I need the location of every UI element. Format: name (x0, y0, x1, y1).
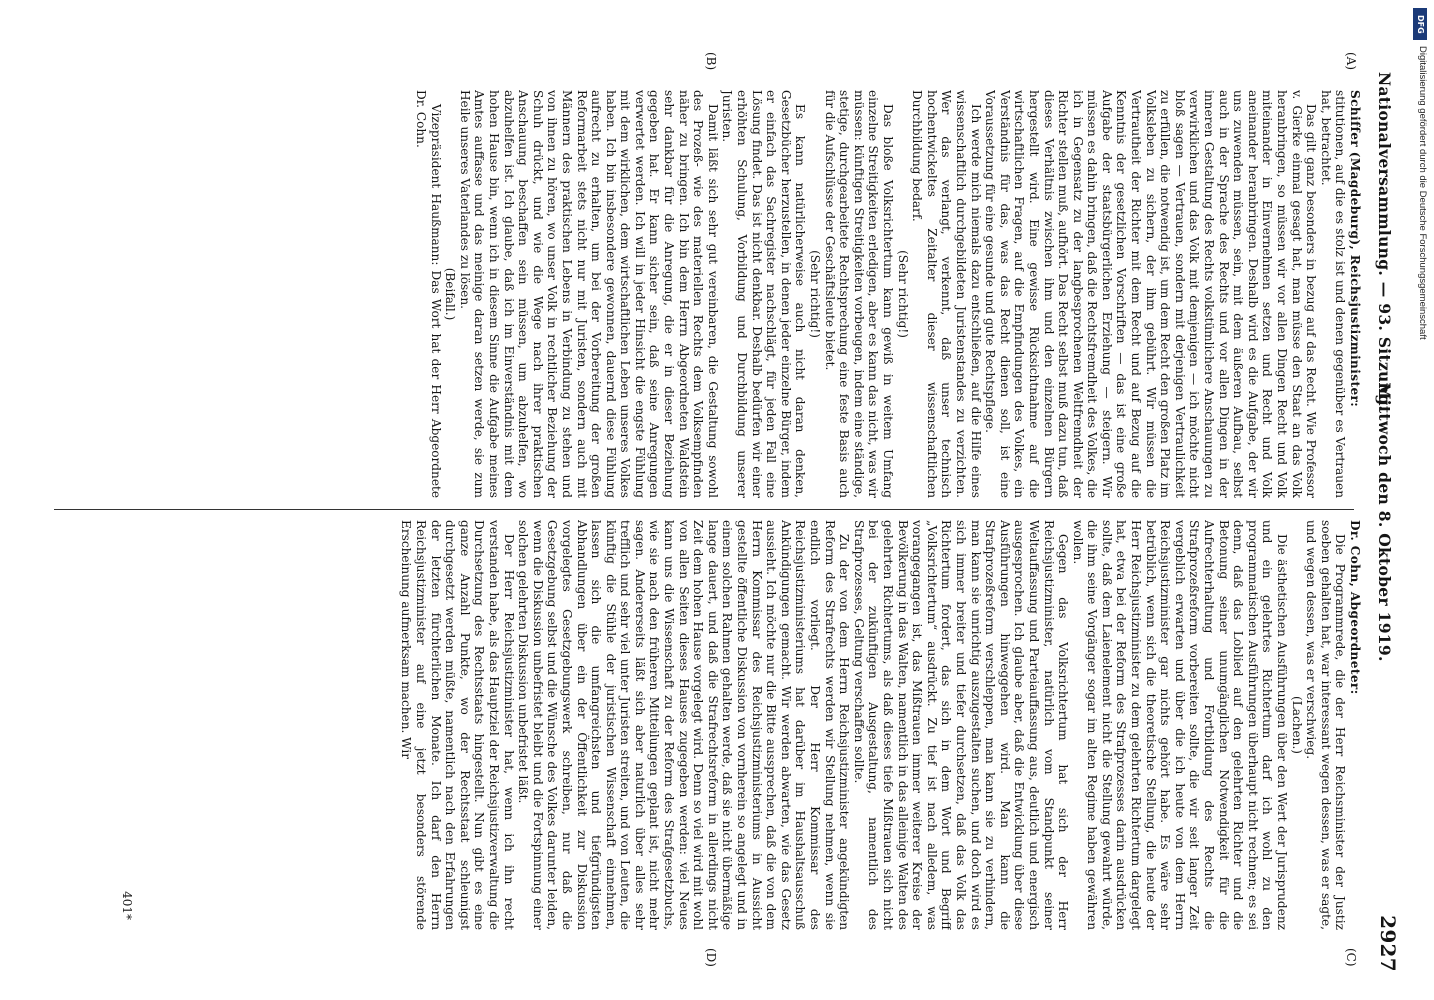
paragraph: Das gilt ganz besonders in bezug auf das Recht. Wie Professor v. Gierke einmal gesagt hat, man müsse den Staat an das Volk heranbringen, so müssen wir vor allen Dingen Recht und Volk miteinander in Einvernehmen setzen und Recht und Volk aneinander heranbringen. Deshalb wird es die Aufgabe, der wir uns zuwenden müssen, sein, mit dem äußeren Aufbau, selbst auch in der Sprache des Rechts und vor allen Dingen in der inneren Gestaltung des Rechts volkstümlichere Anschauungen zu verwirklichen und das Volk mit demjenigen — ich möchte nicht bloß sagen — Vertrauen, sondern mit derjenigen Vertraulichkeit zu erfüllen, die notwendig ist, um dem Recht den großen Platz im Volksleben zu sichern, der ihm gebührt. Wir müssen die Vertrautheit der Richter mit dem Recht und auf Bezug auf die Kenntnis der gesetzlichen Vorschriften — das ist eine große Aufgabe der staatsbürgerlichen Erziehung — steigern. Wir müssen es dahin bringen, daß die Rechtsfremdheit des Volkes, die ich in Gegensatz zu der langbesprochenen Weltfremdheit der Richter stellen muß, aufhört. Das Recht selbst muß dazu tun, daß dieses Verhältnis zwischen ihm und den einzelnen Bürgern hergestellt wird. Eine gewisse Rücksichtnahme auf die wirtschaftlichen Fragen, auf die Empfindungen des Volkes, ein Verständnis für das, was das Recht dienen soll, ist eine Voraussetzung für eine gesunde und gute Rechtspflege. (983, 90, 1319, 498)
interjection: (Sehr richtig!) (808, 250, 823, 338)
margin-mark-c: (C) (1344, 948, 1358, 967)
running-header (1370, 72, 1400, 972)
speaker-line: Schiffer (Magdeburg), Reichsjustizminister: (1348, 90, 1362, 408)
paragraph: Die ästhetischen Ausführungen über den Wert der Jurisprudenz und ein gelehrtes Richtertum darf ich wohl zu den programmatischen Ausführungen überhaupt nicht rechnen; es sei denn, daß das Loblied auf den gelehrten Richter und die Betonung seiner unumgänglichen Notwendigkeit für die Aufrechterhaltung und Fortbildung des Rechts die Strafprozeßreform vorbereiten sollte, die wir seit langer Zeit vergeblich erwarten und über die ich heute von dem Herrn Reichsjustizminister gar nichts gehört habe. Es wäre sehr betrüblich, wenn sich die theoretische Stellung, die heute der Herr Reichsjustizminister zu dem gelehrten Richtertum dargelegt hat, etwa bei der Reform des Strafprozesses darin ausdrücken sollte, daß dem Laienelement nicht die Stellung gewahrt würde, die ihm seine Vorgänger sogar im alten Regime haben gewähren wollen. (1070, 520, 1290, 930)
paragraph: Ich werde mich niemals dazu entschließen, auf die Hilfe eines wissenschaftlich durchgebildeten Juristenstandes zu verzichten. Wer das verlangt, verkennt, daß unser technisch hochentwickeltes Zeitalter dieser wissenschaftlichen Durchbildung bedarf. (910, 90, 983, 498)
speaker-line: Dr. Cohn, Abgeordneter: (1348, 520, 1362, 695)
paragraph: Zu der von dem Herrn Reichsjustizminister angekündigten Reform des Strafrechts werden wir Stellung nehmen, wenn sie endlich vorliegt. Der Herr Kommissar des Reichsjustizministeriums hat darüber im Haushaltsausschuß Ankündigungen gemacht. Wir werden abwarten, wie das Gesetz aussieht. Ich möchte nur die Bitte aussprechen, daß die von dem Herrn Kommissar des Reichsjustizministeriums in Aussicht gestellte öffentliche Diskussion von vornherein so angelegt und in einem solchen Rahmen gehalten werde, daß sie nicht übermäßige lange dauert, und daß die Strafrechtsreform in allerdings nicht Zeit dem hohen Hause vorgelegt wird. Denn so viel wird mit wohl von allen Seiten dieses Hauses zugegeben werden: viel Neues kann uns die Wissenschaft zu der Reform des Strafgesetzbuchs, wie sie nach den früheren Mitteilungen geplant ist, nicht mehr sagen. Andererseits läßt sich aber naturlich über alles sehr trefflich und sehr viel unter Juristen streiten, und von Leuten, die künftig die Stühle der juristischen Wissenschaft einnehmen, lassen sich die umfangreichsten und tiefgründigsten Abhandlungen über ein der Öffentlichkeit zur Diskussion vorgelegtes Gesetzgebungswerk schreiben, nur daß die Gesetzgebung selbst und die Wünsche des Volkes darunter leiden, wenn die Diskussion unbefristet bleibt und die Fortspinnung einer solchen gelehrten Diskussion unbefristet läßt. (516, 520, 852, 930)
left-column (42, 90, 1362, 498)
paragraph: Das bloße Volksrichtertum kann gewiß in weitem Umfang einzelne Streitigkeiten erledigen, aber es kann das nicht, was wir müssen: künftigen Streitigkeiten vorbeugen, indem eine ständige, stetige, durchgearbeitete Rechtsprechung eine feste Basis auch für die Aufschlüsse der Geschäftsleute bietet. (822, 90, 895, 498)
interjection: (Sehr richtig!) (895, 250, 910, 338)
header-left: Nationalversammlung. — 93. Sitzung. (1375, 72, 1394, 412)
digitization-note: Digitalisierung gefördert durch die Deutsche Forschungsgemeinschaft (1417, 46, 1428, 340)
margin-mark-b: (B) (704, 52, 718, 71)
margin-mark-a: (A) (1344, 52, 1358, 71)
digitization-footer (1412, 0, 1428, 1000)
paragraph: stitutionen, auf die es stolz ist und denen gegenüber es Vertrauen hat, betrachtet. (1318, 90, 1348, 498)
dfg-logo: DFG (1413, 8, 1427, 40)
page-number: 2927 (1376, 915, 1400, 972)
paragraph: Die Programmrede, die der Herr Reichsminister der Justiz soeben gehalten hat, war interessant wegen dessen, was er sagte, und wegen dessen, was er verschwieg. (1304, 520, 1348, 930)
header-date: Mittwoch den 8. Oktober 1919. (1375, 382, 1394, 662)
paragraph: Damit läßt sich sehr gut vereinbaren, die Gestaltung sowohl des Prozeß- wie des materiellen Rechts dem Volksempfinden näher zu bringen. Ich bin dem Herrn Abgeordneten Waldstein sehr dankbar für die Anregung, die er in dieser Beziehung gegeben hat. Er kann sicher sein, daß seine Anregungen verwertet werden. Ich will in jeder Hinsicht die engste Fühlung mit dem wirklichen, dem wirtschaftlichen Leben unseres Volkes haben. Ich bin insbesondere gewonnen, dauernd diese Fühlung aufrecht zu erhalten, um bei der Vorbereitung der großen Reformarbeit stets nicht nur mit Juristen, sondern auch mit Männern des praktischen Lebens in Verbindung zu stehen und von ihnen zu hören, wo unser Volk in rechtlicher Beziehung der Schuh drückt, und wie die Wege nach ihrer praktischen Anschauung beschaffen sein müssen, um abzuhelfen, wo abzuhelfen ist. Ich glaube, daß ich im Einverständnis mit dem hohen Hause bin, wenn ich in diesem Sinne die Aufgabe meines Amtes auffasse und das meinige daran setzen werde, sie zum Heile unseres Vaterlandes zu lösen. (457, 90, 720, 498)
paragraph: Gegen das Volksrichtertum hat sich der Herr Reichsjustizminister, natürlich vom Standpunkt seiner Weltauffassung und Parteiauffassung aus, deutlich und energisch ausgesprochen. Ich glaube aber, daß die Entwicklung über diese Ausführungen hinweggehen wird. Man kann die Strafprozeßreform verschleppen, man kann sie zu verhindern, man kann sie unrichtig auszugestalten suchen, und doch wird es sich immer breiter und tiefer durchsetzen, daß das Volk das Richtertum fordert, das sich in dem Wort und Begriff „Volksrichtertum“ ausdrückt. Zu tief ist nach alledem, was vorangegangen ist, das Mißtrauen immer weiterer Kreise der Bevölkerung in das Walten, namentlich in das alleinige Walten des gelehrten Richtertums, als daß dieses tiefe Mißtrauen sich nicht bei der zukünftigen Ausgestaltung, namentlich des Strafprozesses, Geltung verschaffen sollte. (851, 520, 1071, 930)
margin-mark-d: (D) (704, 948, 718, 967)
column-divider (54, 509, 1354, 510)
interjection: (Lachen.) (1289, 695, 1304, 755)
signature-mark: 401* (120, 891, 134, 920)
right-column (42, 520, 1362, 930)
paragraph: Es kann natürlicherweise auch nicht daran denken, Gesetzbücher herzustellen, in denen jeder einzelne Bürger, indem er einfach das Sachregister nachschlägt, für jeden Fall eine Lösung findet. Das ist nicht denkbar. Deshalb bedürfen wir einer erhöhten Schulung, Vorbildung und Durchbildung unserer Juristen. (720, 90, 808, 498)
applause: (Beifall.) (443, 267, 458, 321)
paragraph: Der Herr Reichsjustizminister hat, wenn ich ihn recht verstanden habe, als das Hauptziel der Reichsjustizverwaltung die Durchsetzung des Rechtsstaats hingestellt. Nun gibt es eine ganze Anzahl Punkte, wo der Rechtsstaat schleunigst durchgesetzt werden müßte, namentlich nach den Erfahrungen der letzten fürchterlichen Monate. Ich darf den Herrn Reichsjustizminister auf eine jetzt besonders störende Erscheinung aufmerksam machen. Wir (399, 520, 516, 930)
closing-line: Vizepräsident Haußmann: Das Wort hat der Herr Abgeordnete Dr. Cohn. (414, 90, 443, 498)
